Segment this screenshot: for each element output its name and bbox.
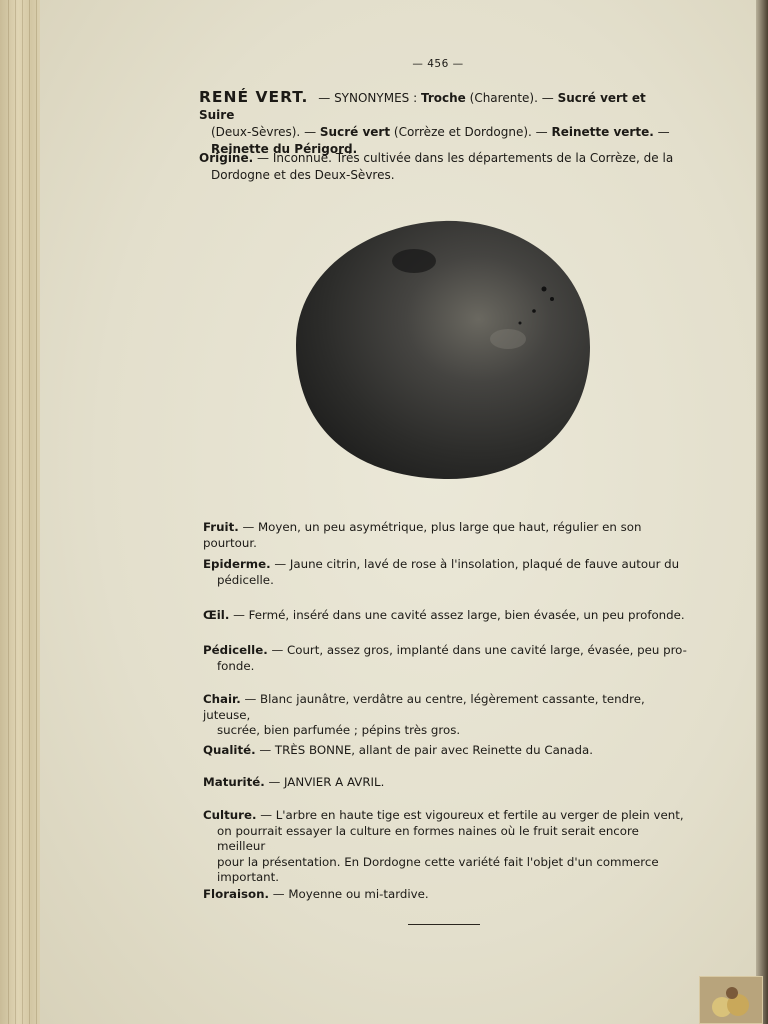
desc-text-culture-1: — L'arbre en haute tige est vigoureux et fertile au verger de plein vent, <box>260 808 684 822</box>
desc-text-epiderme-2: pédicelle. <box>217 572 274 587</box>
synonym-reinette-du-perigord: Reinette du Périgord. <box>211 142 358 156</box>
variety-header <box>199 89 685 158</box>
desc-fruit <box>203 520 689 551</box>
desc-label-qualite: Qualité. <box>203 743 256 757</box>
origin-text-line-1: — Inconnue. Très cultivée dans les départements de la Corrèze, de la <box>257 151 674 165</box>
synonym-sucre-vert-et-suire: Sucré vert et Suire <box>199 91 646 122</box>
apple-photograph <box>294 219 592 481</box>
origin-text-line-2: Dordogne et des Deux-Sèvres. <box>211 168 395 182</box>
desc-chair <box>203 692 689 739</box>
desc-text-qualite: — TRÈS BONNE, allant de pair avec Reinette du Canada. <box>259 743 593 757</box>
desc-text-culture-3: pour la présentation. En Dordogne cette variété fait l'objet d'un commerce <box>217 854 659 869</box>
desc-text-pedicelle-1: — Court, assez gros, implanté dans une cavité large, évasée, peu pro- <box>271 643 687 657</box>
origin-label: Origine. <box>199 151 254 165</box>
desc-text-oeil: — Fermé, inséré dans une cavité assez large, bien évasée, un peu profonde. <box>233 608 685 622</box>
synonym-deux-sevres-region: (Deux-Sèvres). <box>211 125 301 139</box>
desc-text-maturite: — JANVIER A AVRIL. <box>268 775 385 789</box>
desc-label-fruit: Fruit. <box>203 520 239 534</box>
desc-text-culture-2: on pourrait essayer la culture en formes naines où le fruit serait encore meilleur <box>217 823 639 853</box>
variety-title: RENÉ VERT. <box>199 88 309 106</box>
desc-qualite <box>203 743 689 759</box>
desc-oeil <box>203 608 689 624</box>
desc-label-chair: Chair. <box>203 692 241 706</box>
page-gutter-shadow <box>756 0 768 1024</box>
header-line-1 <box>199 89 685 124</box>
origin-paragraph <box>199 150 685 184</box>
corner-logo-thumbnail <box>699 976 763 1024</box>
desc-text-floraison: — Moyenne ou mi-tardive. <box>272 887 429 901</box>
desc-label-oeil: Œil. <box>203 608 230 622</box>
desc-pedicelle <box>203 643 689 674</box>
synonym-correze-region: (Corrèze et Dordogne). <box>393 125 532 139</box>
desc-text-epiderme-1: — Jaune citrin, lavé de rose à l'insolation, plaqué de fauve autour du <box>274 557 680 571</box>
desc-label-floraison: Floraison. <box>203 887 270 901</box>
desc-text-fruit: — Moyen, un peu asymétrique, plus large que haut, régulier en son pourtour. <box>203 520 642 550</box>
desc-text-chair-2: sucrée, bien parfumée ; pépins très gros. <box>217 723 461 737</box>
synonym-troche: Troche <box>420 91 466 105</box>
desc-text-chair-1: — Blanc jaunâtre, verdâtre au centre, légèrement cassante, tendre, juteuse, <box>203 692 645 722</box>
synonyms-intro: — SYNONYMES : <box>318 91 418 105</box>
closing-divider <box>408 924 480 925</box>
desc-text-culture-4: important. <box>217 870 280 884</box>
synonym-reinette-verte: Reinette verte. <box>551 125 654 139</box>
desc-text-pedicelle-2: fonde. <box>217 658 255 673</box>
desc-epiderme <box>203 557 689 588</box>
separator: — <box>541 91 554 105</box>
header-line-2 <box>199 124 685 141</box>
separator: — <box>304 125 317 139</box>
page-number: — 456 — <box>412 58 464 70</box>
desc-culture <box>203 808 689 886</box>
synonym-sucre-vert: Sucré vert <box>319 125 391 139</box>
desc-maturite <box>203 775 689 791</box>
separator: — <box>535 125 548 139</box>
desc-label-culture: Culture. <box>203 808 257 822</box>
desc-label-maturite: Maturité. <box>203 775 265 789</box>
desc-label-pedicelle: Pédicelle. <box>203 643 268 657</box>
desc-floraison <box>203 887 689 903</box>
separator: — <box>657 125 670 139</box>
desc-label-epiderme: Epiderme. <box>203 557 271 571</box>
synonym-troche-region: (Charente). <box>469 91 538 105</box>
